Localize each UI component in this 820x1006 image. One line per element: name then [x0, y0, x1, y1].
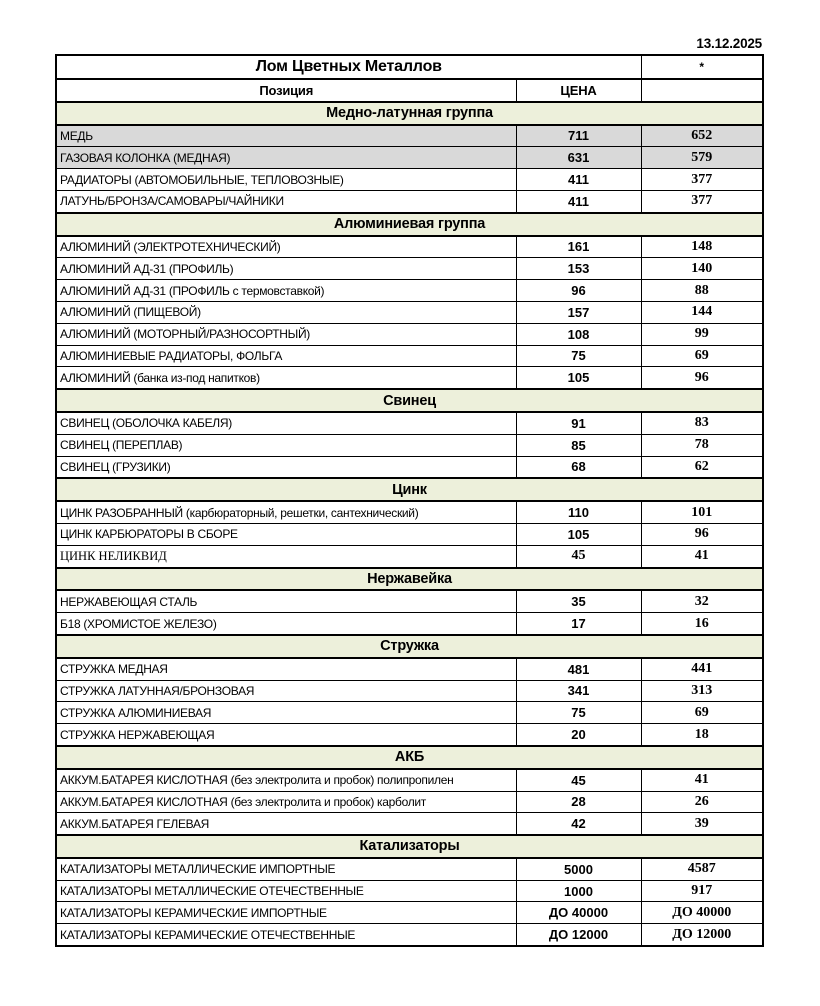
- price-table: [55, 54, 764, 947]
- price-table-body: [56, 55, 763, 946]
- item-label: РАДИАТОРЫ (АВТОМОБИЛЬНЫЕ, ТЕПЛОВОЗНЫЕ): [56, 169, 516, 191]
- price-alt-value: 26: [641, 791, 763, 813]
- item-label: СТРУЖКА АЛЮМИНИЕВАЯ: [56, 702, 516, 724]
- date-label: 13.12.2025: [696, 36, 762, 51]
- price-value: 711: [516, 125, 641, 147]
- price-value: ДО 12000: [516, 924, 641, 946]
- table-title: Лом Цветных Металлов: [56, 55, 641, 79]
- price-row: [56, 169, 763, 191]
- price-value: 108: [516, 323, 641, 345]
- price-row: [56, 412, 763, 434]
- price-value: 157: [516, 301, 641, 323]
- price-row: [56, 880, 763, 902]
- group-header-row: [56, 213, 763, 236]
- price-value: 20: [516, 724, 641, 746]
- price-alt-value: 99: [641, 323, 763, 345]
- price-value: 105: [516, 367, 641, 389]
- price-alt-value: 69: [641, 702, 763, 724]
- item-label: АЛЮМИНИЙ (ЭЛЕКТРОТЕХНИЧЕСКИЙ): [56, 236, 516, 258]
- price-value: 75: [516, 345, 641, 367]
- item-label: КАТАЛИЗАТОРЫ МЕТАЛЛИЧЕСКИЕ ОТЕЧЕСТВЕННЫЕ: [56, 880, 516, 902]
- price-alt-value: 652: [641, 125, 763, 147]
- item-label: АЛЮМИНИЙ АД-31 (ПРОФИЛЬ с термовставкой): [56, 280, 516, 302]
- item-label: АЛЮМИНИЙ (ПИЩЕВОЙ): [56, 301, 516, 323]
- price-value: 28: [516, 791, 641, 813]
- item-label: Б18 (ХРОМИСТОЕ ЖЕЛЕЗО): [56, 613, 516, 635]
- price-value: 631: [516, 147, 641, 169]
- price-alt-value: 62: [641, 456, 763, 478]
- price-alt-value: 148: [641, 236, 763, 258]
- group-title: Нержавейка: [56, 568, 763, 591]
- group-title: Катализаторы: [56, 835, 763, 858]
- price-alt-value: ДО 40000: [641, 902, 763, 924]
- price-value: 42: [516, 813, 641, 835]
- price-alt-value: ДО 12000: [641, 924, 763, 946]
- item-label: СТРУЖКА ЛАТУННАЯ/БРОНЗОВАЯ: [56, 680, 516, 702]
- item-label: АККУМ.БАТАРЕЯ ГЕЛЕВАЯ: [56, 813, 516, 835]
- col-header-position: Позиция: [56, 79, 516, 102]
- price-value: 68: [516, 456, 641, 478]
- price-row: [56, 258, 763, 280]
- price-row: [56, 301, 763, 323]
- price-row: [56, 523, 763, 545]
- price-value: 17: [516, 613, 641, 635]
- price-value: 91: [516, 412, 641, 434]
- group-header-row: [56, 389, 763, 412]
- price-alt-value: 96: [641, 523, 763, 545]
- price-row: [56, 125, 763, 147]
- price-alt-value: 579: [641, 147, 763, 169]
- group-header-row: [56, 568, 763, 591]
- price-value: ДО 40000: [516, 902, 641, 924]
- item-label: СВИНЕЦ (ПЕРЕПЛАВ): [56, 434, 516, 456]
- title-row: [56, 55, 763, 79]
- price-row: [56, 924, 763, 946]
- item-label: СВИНЕЦ (ГРУЗИКИ): [56, 456, 516, 478]
- price-row: [56, 858, 763, 880]
- group-title: Свинец: [56, 389, 763, 412]
- price-alt-value: 377: [641, 169, 763, 191]
- price-alt-value: 39: [641, 813, 763, 835]
- price-row: [56, 902, 763, 924]
- price-row: [56, 813, 763, 835]
- price-alt-value: 41: [641, 545, 763, 567]
- title-note: *: [641, 55, 763, 79]
- price-value: 481: [516, 658, 641, 680]
- item-label: НЕРЖАВЕЮЩАЯ СТАЛЬ: [56, 590, 516, 612]
- price-value: 45: [516, 545, 641, 567]
- price-value: 110: [516, 501, 641, 523]
- price-value: 35: [516, 590, 641, 612]
- price-alt-value: 377: [641, 190, 763, 212]
- price-row: [56, 680, 763, 702]
- group-title: Алюминиевая группа: [56, 213, 763, 236]
- price-row: [56, 501, 763, 523]
- price-row: [56, 769, 763, 791]
- item-label: МЕДЬ: [56, 125, 516, 147]
- price-alt-value: 101: [641, 501, 763, 523]
- price-alt-value: 313: [641, 680, 763, 702]
- price-value: 45: [516, 769, 641, 791]
- group-header-row: [56, 835, 763, 858]
- item-label: СТРУЖКА НЕРЖАВЕЮЩАЯ: [56, 724, 516, 746]
- group-title: Стружка: [56, 635, 763, 658]
- price-value: 1000: [516, 880, 641, 902]
- col-header-blank: [641, 79, 763, 102]
- price-row: [56, 190, 763, 212]
- item-label: КАТАЛИЗАТОРЫ КЕРАМИЧЕСКИЕ ОТЕЧЕСТВЕННЫЕ: [56, 924, 516, 946]
- price-row: [56, 724, 763, 746]
- price-row: [56, 434, 763, 456]
- item-label: ГАЗОВАЯ КОЛОНКА (МЕДНАЯ): [56, 147, 516, 169]
- item-label: АЛЮМИНИЙ (банка из-под напитков): [56, 367, 516, 389]
- price-row: [56, 791, 763, 813]
- price-value: 411: [516, 190, 641, 212]
- price-alt-value: 69: [641, 345, 763, 367]
- item-label: АККУМ.БАТАРЕЯ КИСЛОТНАЯ (без электролита и пробок) полипропилен: [56, 769, 516, 791]
- item-label: КАТАЛИЗАТОРЫ МЕТАЛЛИЧЕСКИЕ ИМПОРТНЫЕ: [56, 858, 516, 880]
- price-row: [56, 236, 763, 258]
- group-title: АКБ: [56, 746, 763, 769]
- price-row: [56, 323, 763, 345]
- item-label: СВИНЕЦ (ОБОЛОЧКА КАБЕЛЯ): [56, 412, 516, 434]
- item-label: АЛЮМИНИЙ (МОТОРНЫЙ/РАЗНОСОРТНЫЙ): [56, 323, 516, 345]
- price-value: 411: [516, 169, 641, 191]
- group-header-row: [56, 746, 763, 769]
- price-value: 96: [516, 280, 641, 302]
- price-alt-value: 78: [641, 434, 763, 456]
- item-label: АЛЮМИНИЙ АД-31 (ПРОФИЛЬ): [56, 258, 516, 280]
- item-label: АККУМ.БАТАРЕЯ КИСЛОТНАЯ (без электролита и пробок) карболит: [56, 791, 516, 813]
- price-value: 5000: [516, 858, 641, 880]
- price-value: 153: [516, 258, 641, 280]
- price-row: [56, 613, 763, 635]
- col-header-price: ЦЕНА: [516, 79, 641, 102]
- price-row: [56, 702, 763, 724]
- price-alt-value: 4587: [641, 858, 763, 880]
- price-alt-value: 144: [641, 301, 763, 323]
- group-title: Медно-латунная группа: [56, 102, 763, 125]
- price-alt-value: 18: [641, 724, 763, 746]
- column-header-row: [56, 79, 763, 102]
- price-list-page: [0, 36, 820, 947]
- group-header-row: [56, 635, 763, 658]
- price-row: [56, 280, 763, 302]
- price-row: [56, 147, 763, 169]
- item-label: ЛАТУНЬ/БРОНЗА/САМОВАРЫ/ЧАЙНИКИ: [56, 190, 516, 212]
- price-value: 75: [516, 702, 641, 724]
- price-alt-value: 88: [641, 280, 763, 302]
- price-alt-value: 441: [641, 658, 763, 680]
- price-row: [56, 590, 763, 612]
- item-label: ЦИНК КАРБЮРАТОРЫ В СБОРЕ: [56, 523, 516, 545]
- price-alt-value: 83: [641, 412, 763, 434]
- item-label: ЦИНК РАЗОБРАННЫЙ (карбюраторный, решетки, сантехнический): [56, 501, 516, 523]
- price-row: [56, 345, 763, 367]
- price-alt-value: 32: [641, 590, 763, 612]
- price-value: 341: [516, 680, 641, 702]
- item-label: КАТАЛИЗАТОРЫ КЕРАМИЧЕСКИЕ ИМПОРТНЫЕ: [56, 902, 516, 924]
- group-title: Цинк: [56, 478, 763, 501]
- price-alt-value: 96: [641, 367, 763, 389]
- price-row: [56, 658, 763, 680]
- price-value: 85: [516, 434, 641, 456]
- price-value: 105: [516, 523, 641, 545]
- price-row: [56, 456, 763, 478]
- price-alt-value: 140: [641, 258, 763, 280]
- price-value: 161: [516, 236, 641, 258]
- price-row: [56, 367, 763, 389]
- price-alt-value: 917: [641, 880, 763, 902]
- group-header-row: [56, 102, 763, 125]
- item-label: ЦИНК НЕЛИКВИД: [56, 545, 516, 567]
- item-label: АЛЮМИНИЕВЫЕ РАДИАТОРЫ, ФОЛЬГА: [56, 345, 516, 367]
- item-label: СТРУЖКА МЕДНАЯ: [56, 658, 516, 680]
- price-alt-value: 41: [641, 769, 763, 791]
- price-row: [56, 545, 763, 567]
- price-alt-value: 16: [641, 613, 763, 635]
- group-header-row: [56, 478, 763, 501]
